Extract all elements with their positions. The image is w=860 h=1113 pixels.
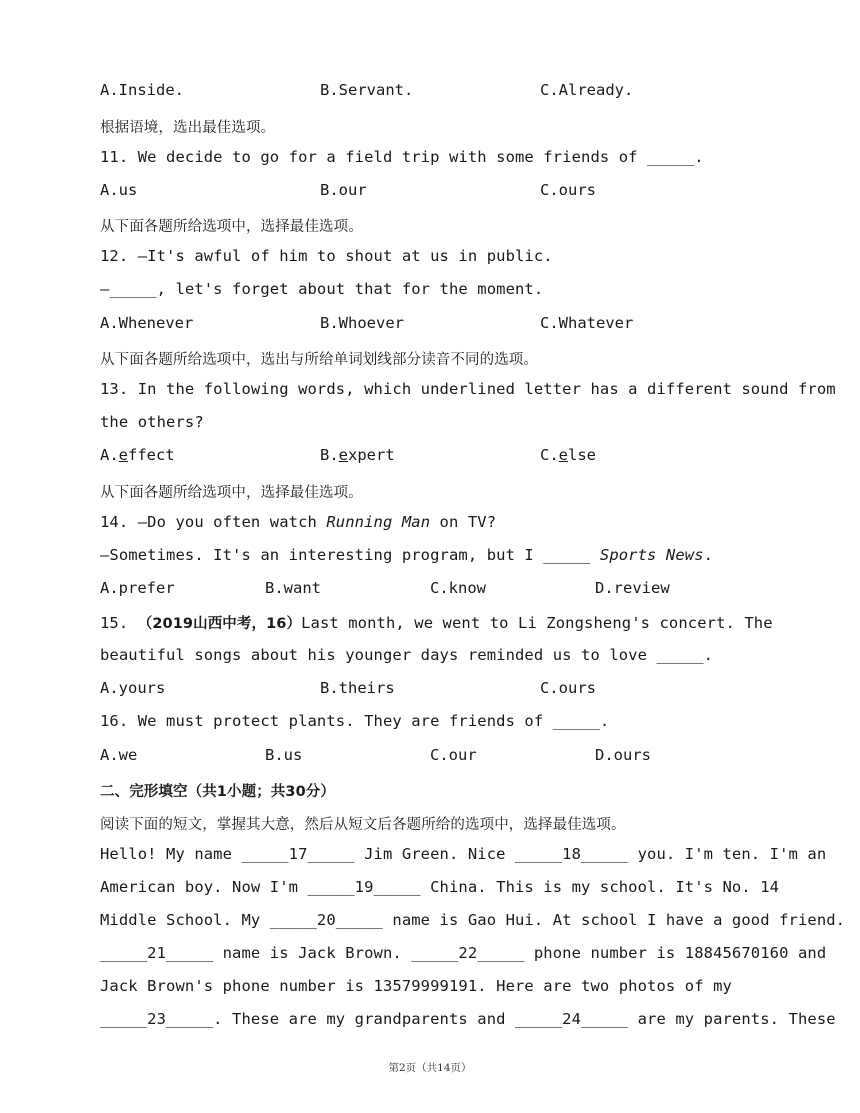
q16-stem: 16. We must protect plants. They are friends of _____. — [100, 712, 610, 730]
passage-line-1: Hello! My name _____17_____ Jim Green. Nice _____18_____ you. I'm ten. I'm an — [100, 845, 827, 863]
q14-option-a[interactable]: A.prefer — [100, 579, 175, 597]
q14-option-b[interactable]: B.want — [265, 579, 321, 597]
q13-option-c[interactable] — [540, 446, 596, 464]
q14-line-1 — [100, 513, 496, 531]
q12-line-2: —_____, let's forget about that for the moment. — [100, 280, 544, 298]
q15-option-c[interactable]: C.ours — [540, 679, 596, 697]
q15-number: 15. — [100, 614, 138, 632]
q16-option-b[interactable]: B.us — [265, 746, 303, 764]
q14-option-c[interactable]: C.know — [430, 579, 486, 597]
q13-c-rest: lse — [568, 446, 597, 464]
q16-option-d[interactable]: D.ours — [595, 746, 651, 764]
instruction-pronunciation: 从下面各题所给选项中，选出与所给单词划线部分读音不同的选项。 — [100, 352, 538, 368]
q12-option-a[interactable]: A.Whenever — [100, 314, 194, 332]
q12-line-1: 12. —It's awful of him to shout at us in public. — [100, 247, 553, 265]
q11-option-a[interactable]: A.us — [100, 181, 138, 199]
q13-b-underlined-letter: e — [338, 446, 349, 464]
passage-line-6: _____23_____. These are my grandparents and _____24_____ are my parents. These — [100, 1010, 836, 1028]
q14-option-d[interactable]: D.review — [595, 579, 670, 597]
instruction-best-option: 从下面各题所给选项中，选择最佳选项。 — [100, 219, 363, 235]
q13-c-underlined-letter: e — [558, 446, 569, 464]
q13-a-underlined-letter: e — [118, 446, 129, 464]
q13-option-a[interactable] — [100, 446, 175, 464]
section-2-instruction: 阅读下面的短文，掌握其大意，然后从短文后各题所给的选项中，选择最佳选项。 — [100, 817, 626, 833]
q11-stem: 11. We decide to go for a field trip with some friends of _____. — [100, 148, 704, 166]
q15-option-a[interactable]: A.yours — [100, 679, 166, 697]
q13-b-prefix: B. — [320, 446, 339, 464]
q13-line-2: the others? — [100, 413, 204, 431]
instruction-context: 根据语境，选出最佳选项。 — [100, 120, 276, 136]
q16-option-a[interactable]: A.we — [100, 746, 138, 764]
q13-c-prefix: C. — [540, 446, 559, 464]
q10-option-a[interactable]: A.Inside. — [100, 81, 184, 99]
passage-line-3: Middle School. My _____20_____ name is Gao Hui. At school I have a good friend. — [100, 911, 846, 929]
q13-a-prefix: A. — [100, 446, 119, 464]
q10-option-c[interactable]: C.Already. — [540, 81, 634, 99]
section-2-title: 二、完形填空（共1小题；共30分） — [100, 784, 335, 800]
q14-program-title: Running Man — [326, 513, 431, 531]
q14-l1-pre: 14. —Do you often watch — [100, 513, 327, 531]
q11-option-c[interactable]: C.ours — [540, 181, 596, 199]
q14-l1-post: on TV? — [430, 513, 497, 531]
q16-option-c[interactable]: C.our — [430, 746, 477, 764]
q15-line-2: beautiful songs about his younger days reminded us to love _____. — [100, 646, 714, 664]
q12-option-c[interactable]: C.Whatever — [540, 314, 634, 332]
q15-option-b[interactable]: B.theirs — [320, 679, 395, 697]
q10-option-b[interactable]: B.Servant. — [320, 81, 414, 99]
q15-source: （2019山西中考，16） — [137, 616, 302, 632]
passage-line-4: _____21_____ name is Jack Brown. _____22_____ phone number is 18845670160 and — [100, 944, 827, 962]
passage-line-5: Jack Brown's phone number is 13579999191. Here are two photos of my — [100, 977, 732, 995]
q14-line-2 — [100, 546, 713, 564]
q13-a-rest: ffect — [128, 446, 175, 464]
q15-l1-rest: Last month, we went to Li Zongsheng's concert. The — [301, 614, 773, 632]
q11-option-b[interactable]: B.our — [320, 181, 367, 199]
q13-option-b[interactable] — [320, 446, 395, 464]
q14-l2-pre: —Sometimes. It's an interesting program, but I _____ — [100, 546, 600, 564]
instruction-best-option-2: 从下面各题所给选项中，选择最佳选项。 — [100, 485, 363, 501]
q14-l2-post: . — [703, 546, 714, 564]
passage-line-2: American boy. Now I'm _____19_____ China. This is my school. It's No. 14 — [100, 878, 780, 896]
q15-line-1 — [100, 612, 773, 633]
q13-line-1: 13. In the following words, which underlined letter has a different sound from — [100, 380, 836, 398]
q13-b-rest: xpert — [348, 446, 395, 464]
q14-program-title-2: Sports News — [599, 546, 704, 564]
page-footer: 第2页（共14页） — [388, 1062, 472, 1074]
q12-option-b[interactable]: B.Whoever — [320, 314, 404, 332]
